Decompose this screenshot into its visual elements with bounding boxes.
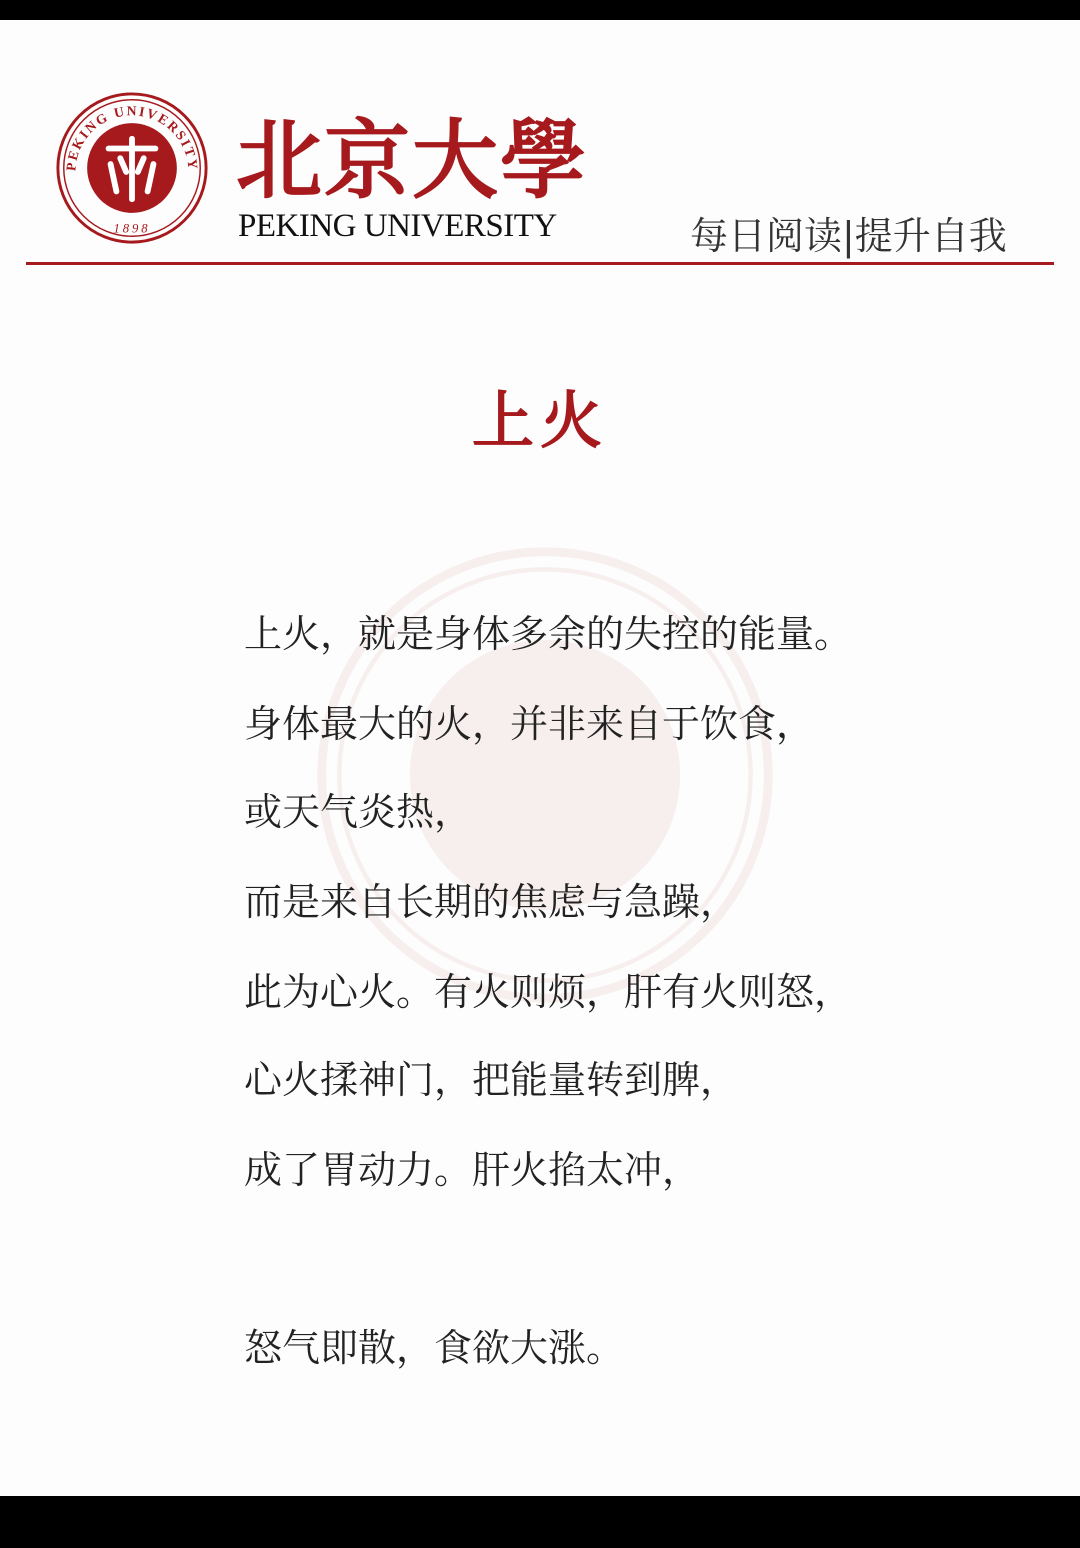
article-line: 而是来自长期的焦虑与急躁， <box>244 880 739 924</box>
svg-text:1898: 1898 <box>113 221 151 236</box>
article-title: 上火 <box>471 384 608 457</box>
peking-university-seal-icon <box>54 90 210 246</box>
bottom-black-bar <box>0 1496 1080 1548</box>
slogan: 每日阅读|提升自我 <box>690 214 1007 258</box>
svg-text:PEKING UNIVERSITY: PEKING UNIVERSITY <box>63 103 201 172</box>
article-line: 或天气炎热， <box>244 790 473 834</box>
university-name-chinese: 北京大學 <box>236 110 588 211</box>
header-divider <box>26 262 1054 265</box>
article-line: 上火，就是身体多余的失控的能量。 <box>244 612 853 656</box>
article-line: 成了胃动力。肝火掐太冲， <box>244 1148 701 1192</box>
page <box>0 20 1080 1496</box>
article-line: 身体最大的火，并非来自于饮食， <box>244 702 815 746</box>
article-line: 此为心火。有火则烦，肝有火则怒， <box>244 970 853 1014</box>
article-line: 心火揉神门，把能量转到脾， <box>244 1058 739 1102</box>
article-line: 怒气即散，食欲大涨。 <box>244 1326 625 1370</box>
university-name-english: PEKING UNIVERSITY <box>238 208 557 244</box>
top-black-bar <box>0 0 1080 20</box>
